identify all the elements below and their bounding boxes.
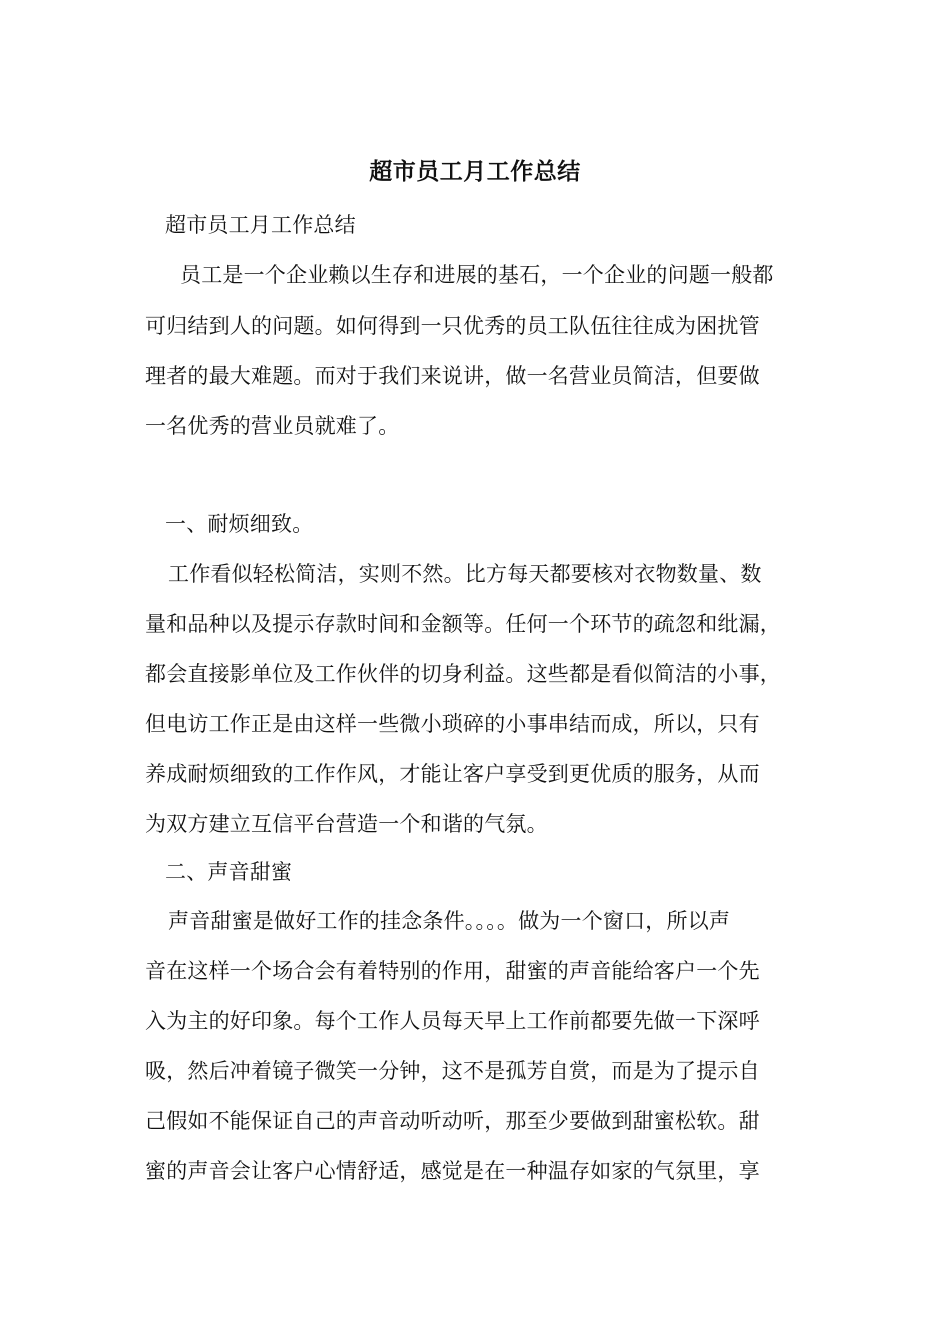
section-2-line-4: 吸，然后冲着镜子微笑一分钟，这不是孤芳自赏，而是为了提示自 xyxy=(145,1059,760,1083)
section-1-heading: 一、耐烦细致。 xyxy=(165,512,314,536)
intro-line-1: 员工是一个企业赖以生存和进展的基石，一个企业的问题一般都 xyxy=(180,263,774,287)
document-title: 超市员工月工作总结 xyxy=(369,158,581,185)
section-2-line-2: 音在这样一个场合会有着特别的作用，甜蜜的声音能给客户一个先 xyxy=(145,959,760,983)
document-subtitle: 超市员工月工作总结 xyxy=(165,213,356,237)
section-2-line-5: 己假如不能保证自己的声音动听动听，那至少要做到甜蜜松软。甜 xyxy=(145,1109,760,1133)
section-2-heading: 二、声音甜蜜 xyxy=(165,860,293,884)
section-1-line-4: 但电访工作正是由这样一些微小琐碎的小事串结而成，所以，只有 xyxy=(145,712,760,736)
intro-line-4: 一名优秀的营业员就难了。 xyxy=(145,414,400,438)
section-2-line-6: 蜜的声音会让客户心情舒适，感觉是在一种温存如家的气氛里，享 xyxy=(145,1159,760,1183)
section-2-line-3: 入为主的好印象。每个工作人员每天早上工作前都要先做一下深呼 xyxy=(145,1009,760,1033)
section-1-line-2: 量和品种以及提示存款时间和金额等。任何一个环节的疏忽和纰漏， xyxy=(145,612,781,636)
intro-line-3: 理者的最大难题。而对于我们来说讲，做一名营业员简洁，但要做 xyxy=(145,364,760,388)
section-1-line-1: 工作看似轻松简洁，实则不然。比方每天都要核对衣物数量、数 xyxy=(168,562,762,586)
section-1-line-6: 为双方建立互信平台营造一个和谐的气氛。 xyxy=(145,812,548,836)
section-1-line-5: 养成耐烦细致的工作作风，才能让客户享受到更优质的服务，从而 xyxy=(145,762,760,786)
intro-line-2: 可归结到人的问题。如何得到一只优秀的员工队伍往往成为困扰管 xyxy=(145,314,760,338)
section-2-line-1: 声音甜蜜是做好工作的挂念条件。。。。做为一个窗口，所以声 xyxy=(168,909,731,933)
section-1-line-3: 都会直接影单位及工作伙伴的切身利益。这些都是看似简洁的小事， xyxy=(145,662,781,686)
